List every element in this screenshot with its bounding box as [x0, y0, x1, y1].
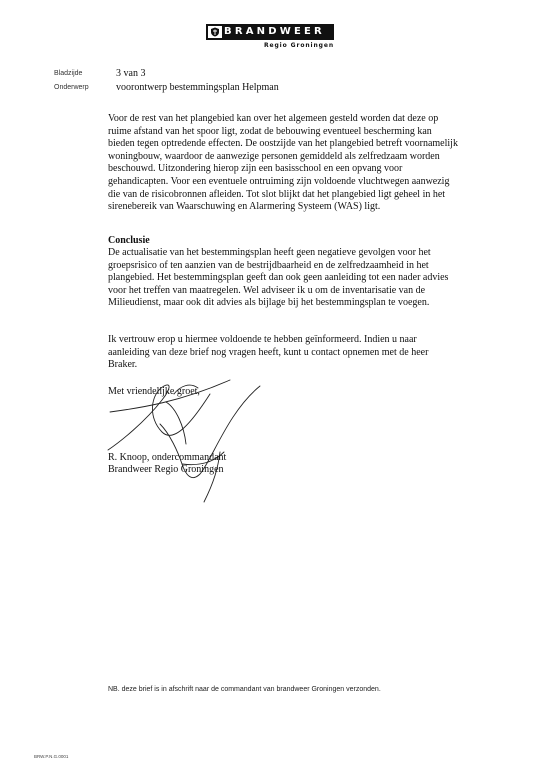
logo-name: BRANDWEER [224, 26, 325, 37]
signer-name: R. Knoop, ondercommandant [108, 452, 227, 463]
greeting: Met vriendelijke groet, [108, 386, 200, 397]
footnote: NB. deze brief is in afschrift naar de commandant van brandweer Groningen verzonden. [108, 686, 381, 693]
subject-value: voorontwerp bestemmingsplan Helpman [116, 82, 279, 93]
conclusion-heading: Conclusie [108, 235, 150, 246]
brandweer-logo [206, 24, 334, 49]
subject-label: Onderwerp [54, 84, 89, 91]
conclusion-paragraph: De actualisatie van het bestemmingsplan heeft geen negatieve gevolgen voor het groepsrisico of ten aanzien van de bestrijdbaarheid en de zelfredzaamheid in het plangebied. Het bestemmingsplan geeft dan ook geen aanleiding tot een nader advies voor het treffen van maatregelen. Wel adviseer ik u om de inventarisatie van de Milieudienst, maar ook dit advies als bijlage bij het bestemmingsplan te voegen. [108, 247, 449, 309]
logo-bar [206, 24, 334, 40]
logo-subtitle: Regio Groningen [264, 42, 334, 49]
crest-icon [208, 26, 222, 38]
closing-paragraph: Ik vertrouw erop u hiermee voldoende te hebben geïnformeerd. Indien u naar aanleiding van deze brief nog vragen heeft, kunt u contact opnemen met de heer Braker. [108, 334, 429, 371]
handwritten-signature [100, 372, 270, 512]
form-code: BRW.P.N.G.0001 [34, 754, 69, 759]
paragraph-1: Voor de rest van het plangebied kan over het algemeen gesteld worden dat deze op ruime afstand van het spoor ligt, zodat de bebouwing eventueel bescherming kan bieden tegen optredende effecten. De oostzijde van het plangebied betreft voornamelijk woningbouw, waardoor de aanwezige personen gemiddeld als zelfredzaam worden beschouwd. Uitzondering hierop zijn een basisschool en een opvang voor gehandicapten. Voor een eventuele ontruiming zijn voldoende vluchtwegen aanwezig die van de risicobronnen afleiden. Tot slot blijkt dat het plangebied ligt geheel in het sirenebereik van Waarschuwing en Alarmering Systeem (WAS) ligt. [108, 113, 458, 213]
page-label: Bladzijde [54, 70, 83, 77]
signer-organization: Brandweer Regio Groningen [108, 464, 224, 475]
page-value: 3 van 3 [116, 68, 146, 79]
